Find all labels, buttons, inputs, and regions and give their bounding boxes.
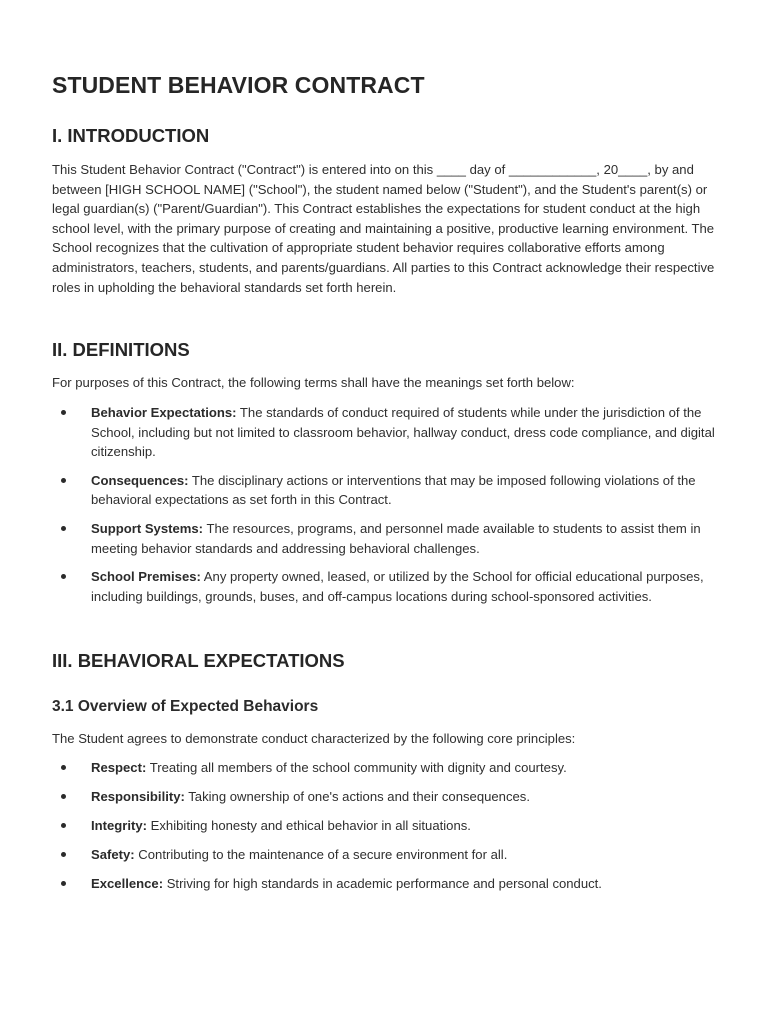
list-item	[52, 403, 718, 462]
behavior-term: Integrity:	[91, 817, 148, 833]
bullet-icon	[61, 852, 66, 857]
list-item	[52, 787, 718, 807]
introduction-heading: I. INTRODUCTION	[52, 125, 210, 146]
definition-term: Behavior Expectations:	[91, 405, 237, 420]
bullet-icon	[61, 574, 66, 579]
document-title: STUDENT BEHAVIOR CONTRACT	[52, 72, 425, 98]
bullet-icon	[61, 410, 66, 415]
bullet-icon	[61, 765, 66, 770]
behavior-term: Excellence:	[91, 875, 164, 891]
bullet-icon	[61, 823, 66, 828]
definition-term: Consequences:	[91, 472, 189, 488]
behavior-text: Treating all members of the school community with dignity and courtesy.	[146, 760, 567, 775]
behavior-term: Respect:	[91, 760, 147, 775]
behavior-text: Exhibiting honesty and ethical behavior in all situations.	[147, 817, 471, 833]
expected-behaviors-intro: The Student agrees to demonstrate conduct characterized by the following core principles:	[52, 731, 576, 746]
list-item	[52, 845, 718, 865]
definition-text: The disciplinary actions or interventions that may be imposed following violations of the behavioral expectations as set forth in this Contract.	[91, 472, 696, 508]
definition-text: The resources, programs, and personnel made available to students to assist them in meeting behavior standards and addressing behavioral challenges.	[91, 520, 701, 556]
definition-term: Support Systems:	[91, 520, 204, 536]
definitions-heading: II. DEFINITIONS	[52, 339, 190, 360]
definition-term: School Premises:	[91, 569, 201, 585]
expected-behaviors-list	[52, 758, 718, 903]
bullet-icon	[61, 881, 66, 886]
behavior-term: Safety:	[91, 846, 135, 862]
list-item	[52, 816, 718, 836]
introduction-paragraph: This Student Behavior Contract ("Contract") is entered into on this ____ day of ____________, 20____, by and between [HIGH SCHOOL NAME] ("School"), the student named below ("Student"), and the Student's parent(s) or legal guardian(s) ("Parent/Guardian"). This Contract establishes the expectations for student conduct at the high school level, with the primary purpose of creating and maintaining a positive, productive learning environment. The School recognizes that the cultivation of appropriate student behavior requires collaborative efforts among administrators, teachers, students, and parents/guardians. All parties to this Contract acknowledge their respective roles in upholding the behavioral standards set forth herein.	[52, 162, 715, 295]
behavior-term: Responsibility:	[91, 788, 185, 804]
list-item	[52, 758, 718, 778]
list-item	[52, 567, 718, 606]
expected-behaviors-subheading: 3.1 Overview of Expected Behaviors	[52, 698, 319, 715]
behavioral-expectations-heading: III. BEHAVIORAL EXPECTATIONS	[52, 650, 345, 671]
definitions-list	[52, 403, 718, 615]
bullet-icon	[61, 478, 66, 483]
list-item	[52, 471, 718, 510]
list-item	[52, 519, 718, 558]
definitions-intro: For purposes of this Contract, the following terms shall have the meanings set forth below:	[52, 375, 575, 390]
bullet-icon	[61, 794, 66, 799]
behavior-text: Contributing to the maintenance of a secure environment for all.	[134, 846, 508, 862]
definition-text: Any property owned, leased, or utilized by the School for official educational purposes, including buildings, grounds, buses, and off-campus locations during school-sponsored activities.	[91, 569, 704, 604]
list-item	[52, 874, 718, 894]
bullet-icon	[61, 526, 66, 531]
behavior-text: Striving for high standards in academic performance and personal conduct.	[163, 875, 602, 891]
definition-text: The standards of conduct required of students while under the jurisdiction of the School, including but not limited to classroom behavior, hallway conduct, dress code compliance, and digital citizenship.	[91, 405, 715, 460]
behavior-text: Taking ownership of one's actions and their consequences.	[184, 788, 530, 804]
